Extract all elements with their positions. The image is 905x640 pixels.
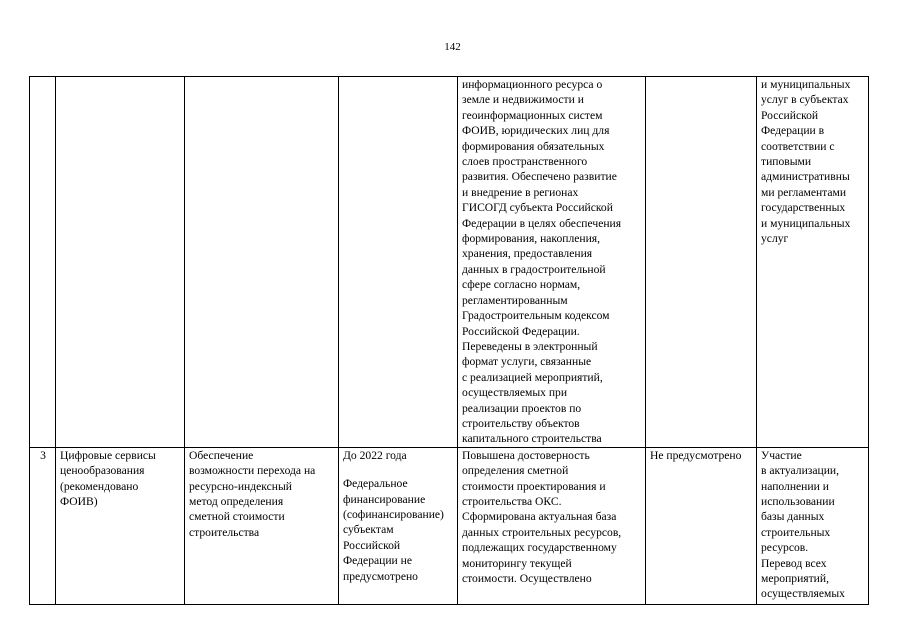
financing-text: Федеральное финансирование (софинансирование) субъектам Российской Федерации не предусмотрено <box>343 477 444 583</box>
cell-name <box>56 447 185 604</box>
deadline-text: До 2022 года <box>343 448 407 462</box>
cell-regional-funding <box>646 77 757 448</box>
cell-name <box>56 77 185 448</box>
cell-regional-funding <box>646 447 757 604</box>
table-row-continued <box>30 77 869 448</box>
continued-result-text: информационного ресурса о земле и недвижимости и геоинформационных систем ФОИВ, юридических лиц для формирования обязательных слоев пространственного развития. Обеспечено развитие и внедрение в регионах ГИСОГД субъекта Российской Федерации в целях обеспечения формирования, накопления, хранения, предоставления данных в градостроительной сфере согласно нормам, регламентированным Градостроительным кодексом Российской Федерации. Переведены в электронный формат услуги, связанные с реализацией мероприятий, осуществляемых при реализации проектов по строительству объектов капитального строительства <box>462 78 622 446</box>
task-text: Обеспечение возможности перехода на ресурсно-индексный метод определения сметной стоимости строительства <box>189 448 316 539</box>
cell-participation <box>757 77 869 448</box>
cell-deadline <box>339 77 458 448</box>
measures-table <box>29 76 869 605</box>
cell-number <box>30 77 56 448</box>
cell-result <box>458 447 646 604</box>
participation-text: Участие в актуализации, наполнении и использовании базы данных строительных ресурсов. Перевод всех мероприятий, осуществляемых <box>761 448 845 601</box>
cell-number <box>30 447 56 604</box>
cell-participation <box>757 447 869 604</box>
cell-task <box>185 447 339 604</box>
page-number: 142 <box>444 41 461 53</box>
service-name: Цифровые сервисы ценообразования (рекомендовано ФОИВ) <box>60 448 156 508</box>
continued-participation-text: и муниципальных услуг в субъектах Российской Федерации в соответствии с типовыми административны ми регламентами государственных и муниципальных услуг <box>761 78 851 246</box>
regional-funding-text: Не предусмотрено <box>650 448 742 462</box>
cell-deadline <box>339 447 458 604</box>
row-number: 3 <box>40 448 46 462</box>
result-text: Повышена достоверность определения сметной стоимости проектирования и строительства ОКС. Сформирована актуальная база данных строительных ресурсов, подлежащих государственному мониторингу текущей стоимости. Осуществлено <box>462 448 622 585</box>
table-row-3 <box>30 447 869 604</box>
cell-result <box>458 77 646 448</box>
cell-task <box>185 77 339 448</box>
